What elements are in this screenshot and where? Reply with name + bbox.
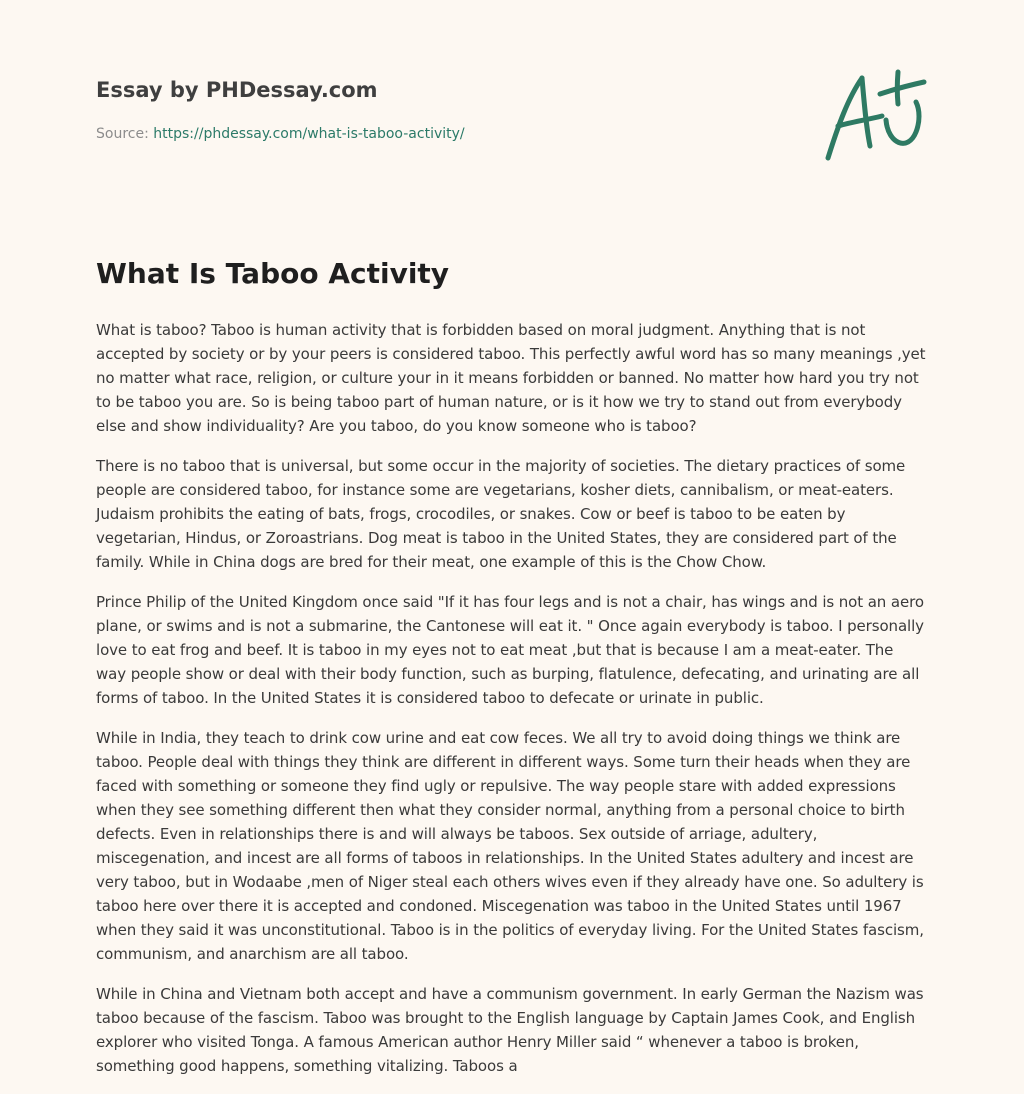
source-link[interactable]: https://phdessay.com/what-is-taboo-activity/: [153, 126, 465, 142]
page-header: [96, 76, 696, 144]
source-label: Source:: [96, 126, 149, 142]
essay-content: [96, 254, 926, 1094]
site-title: Essay by PHDessay.com: [96, 78, 378, 102]
essay-paragraph: Prince Philip of the United Kingdom once said "If it has four legs and is not a chair, has wings and is not an aero plane, or swims and is not a submarine, the Cantonese will eat it. " Once again everybody is taboo. I personally love to eat frog and beef. It is taboo in my eyes not to eat meat ,but that is because I am a meat-eater. The way people show or deal with their body function, such as burping, flatulence, defecating, and urinating are all forms of taboo. In the United States it is considered taboo to defecate or urinate in public.: [96, 593, 924, 707]
essay-paragraph: There is no taboo that is universal, but some occur in the majority of societies. The dietary practices of some people are considered taboo, for instance some are vegetarians, kosher diets, cannibalism, or meat-eaters. Judaism prohibits the eating of bats, frogs, crocodiles, or snakes. Cow or beef is taboo to be eaten by vegetarian, Hindus, or Zoroastrians. Dog meat is taboo in the United States, they are considered part of the family. While in China dogs are bred for their meat, one example of this is the Chow Chow.: [96, 457, 906, 571]
essay-paragraph: What is taboo? Taboo is human activity that is forbidden based on moral judgment. Anything that is not accepted by society or by your peers is considered taboo. This perfectly awful word has so many meanings ,yet no matter what race, religion, or culture your in it means forbidden or banned. No matter how hard you try not to be taboo you are. So is being taboo part of human nature, or is it how we try to stand out from everybody else and show individuality? Are you taboo, do you know someone who is taboo?: [96, 321, 926, 435]
a-plus-logo-icon: [820, 66, 930, 166]
essay-paragraph: While in China and Vietnam both accept and have a communism government. In early German the Nazism was taboo because of the fascism. Taboo was brought to the English language by Captain James Cook, and English explorer who visited Tonga. A famous American author Henry Miller said “ whenever a taboo is broken, something good happens, something vitalizing. Taboos a: [96, 985, 924, 1075]
essay-paragraph: While in India, they teach to drink cow urine and eat cow feces. We all try to avoid doing things we think are taboo. People deal with things they think are different in different ways. Some turn their heads when they are faced with something or someone they find ugly or repulsive. The way people stare with added expressions when they see something different then what they consider normal, anything from a personal choice to birth defects. Even in relationships there is and will always be taboos. Sex outside of arriage, adultery, miscegenation, and incest are all forms of taboos in relationships. In the United States adultery and incest are very taboo, but in Wodaabe ,men of Niger steal each others wives even if they already have one. So adultery is taboo here over there it is accepted and condoned. Miscegenation was taboo in the United States until 1967 when they said it was unconstitutional. Taboo is in the politics of everyday living. For the United States fascism, communism, and anarchism are all taboo.: [96, 729, 924, 963]
essay-title: What Is Taboo Activity: [96, 257, 450, 290]
source-line: [96, 124, 696, 144]
